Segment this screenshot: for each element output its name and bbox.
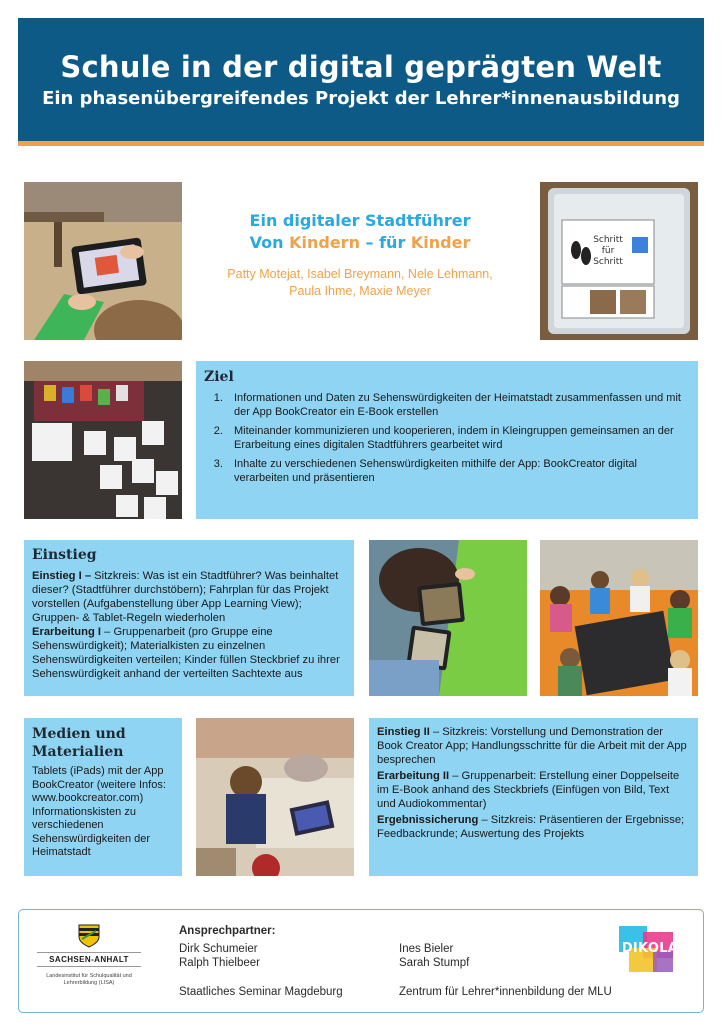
project-subtitle: Von Kindern – für Kinder	[249, 233, 471, 252]
contact-heading: Ansprechpartner:	[179, 925, 276, 937]
dikola-logo	[619, 926, 681, 976]
media-heading: Medien und Materialien	[32, 726, 126, 760]
booklet-label-3: Schritt	[593, 257, 623, 267]
photo-desk-work	[196, 718, 354, 876]
contact-left-names: Dirk Schumeier Ralph Thielbeer	[179, 943, 260, 969]
project-authors: Patty Motejat, Isabel Breymann, Nele Lehmann, Paula Ihme, Maxie Meyer	[227, 267, 493, 298]
photo-child-tablet	[24, 182, 182, 340]
poster-title: Schule in der digital geprägten Welt	[60, 50, 662, 84]
einstieg-2-text: Einstieg II – Sitzkreis: Vorstellung und Demonstration der Book Creator App; Handlungsschritte für die Arbeit mit der App besprechen	[377, 726, 687, 766]
poster-header	[18, 18, 704, 146]
logo-institute-text: Landesinstitut für Schulqualität und Lehrerbildung (LISA)	[46, 973, 132, 986]
goal-item-3: 3. Inhalte zu verschiedenen Sehenswürdigkeiten mithilfe der App: BookCreator digital verarbeiten und präsentieren	[226, 457, 688, 485]
goals-list	[204, 391, 688, 485]
photo-sitting-circle	[540, 540, 698, 696]
dikola-wordmark: DIKOLA	[621, 941, 679, 956]
contact-footer	[18, 909, 704, 1013]
logo-state-name: SACHSEN-ANHALT	[37, 952, 141, 967]
goal-item-2: 2. Miteinander kommunizieren und kooperieren, indem in Kleingruppen gemeinsamen an der Erarbeitung eines digitalen Stadtführers gearbeitet wird	[226, 424, 688, 452]
photo-material-box	[540, 182, 698, 340]
project-title-block	[195, 210, 525, 300]
einstieg-box	[24, 540, 354, 696]
poster-subtitle: Ein phasenübergreifendes Projekt der Lehrer*innenausbildung	[42, 88, 680, 109]
coat-of-arms-icon	[78, 924, 100, 948]
ergebnissicherung-text: Ergebnissicherung – Sitzkreis: Präsentieren der Ergebnisse; Feedbackrunde; Auswertung des Projekts	[377, 814, 685, 840]
lisa-logo	[37, 924, 141, 1004]
photo-cards-floor	[24, 361, 182, 519]
einstieg-heading: Einstieg	[32, 547, 97, 563]
erarbeitung-1-text: Erarbeitung I – Gruppenarbeit (pro Gruppe eine Sehenswürdigkeit); Materialkisten zu einzelnen Sehenswürdigkeiten verteilen; Kinder füllen Steckbrief zu ihrer Sehenswürdigkeit anhand der verteilten Sachtexte aus	[32, 626, 340, 680]
goal-item-1: 1. Informationen und Daten zu Sehenswürdigkeiten der Heimatstadt zusammenfassen und mit der App BookCreator ein E-Book erstellen	[226, 391, 688, 419]
media-text: Tablets (iPads) mit der App BookCreator (weitere Infos: www.bookcreator.com) Informationskisten zu verschiedenen Sehenswürdigkeiten der Heimatstadt	[32, 765, 166, 858]
goals-heading: Ziel	[204, 369, 234, 385]
project-title: Ein digitaler Stadtführer	[249, 211, 471, 230]
contact-right-names: Ines Bieler Sarah Stumpf	[399, 943, 470, 969]
einstieg-1-text: Einstieg I – Sitzkreis: Was ist ein Stadtführer? Was beinhaltet dieser? (Stadtführer durchstöbern); Fahrplan für das Projekt vorstellen (Aufgabenstellung über App Learning View); Gruppen- & Tablet-Regeln wiederholen	[32, 570, 339, 624]
phase-two-box	[369, 718, 698, 876]
goals-box	[196, 361, 698, 519]
contact-left-org: Staatliches Seminar Magdeburg	[179, 986, 343, 998]
media-box	[24, 718, 182, 876]
contact-right-org: Zentrum für Lehrer*innenbildung der MLU	[399, 986, 612, 998]
erarbeitung-2-text: Erarbeitung II – Gruppenarbeit: Erstellung einer Doppelseite im E-Book anhand des Steckbriefs (Einfügen von Bild, Text und Audiokommentar)	[377, 770, 680, 810]
photo-tablet-hands	[369, 540, 527, 696]
booklet-label-1: Schritt	[593, 235, 623, 245]
booklet-label-2: für	[601, 246, 615, 256]
